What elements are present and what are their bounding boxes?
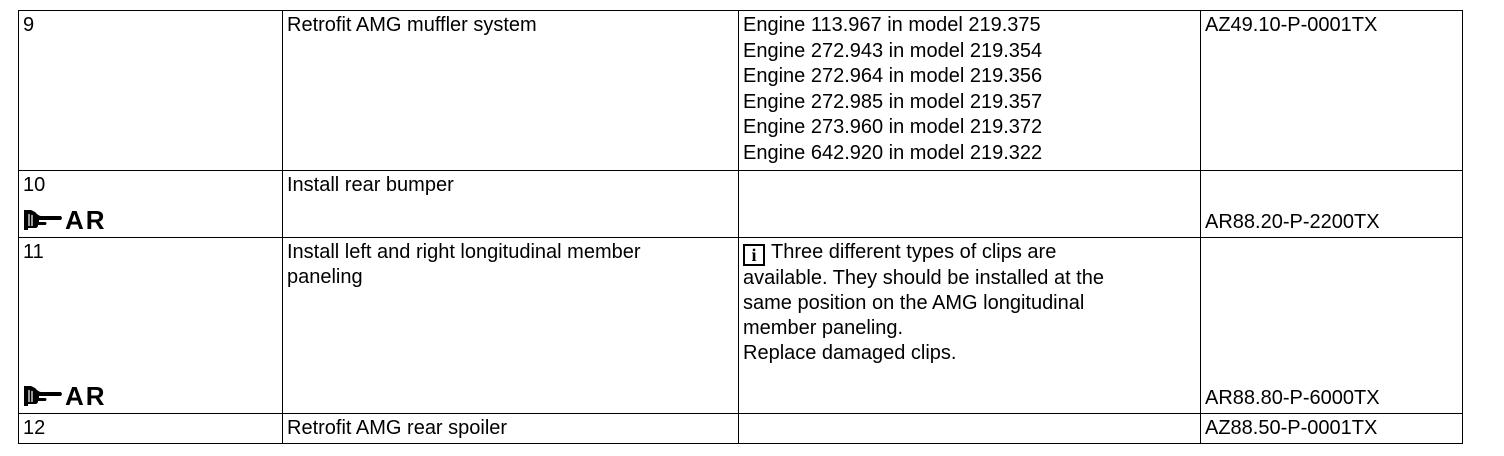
operation-text [283, 238, 739, 414]
operation-text: Retrofit AMG muffler system [283, 11, 739, 171]
note-line: member paneling. [743, 317, 904, 339]
note-line: same position on the AMG longitudinal [743, 292, 1085, 314]
reference-link[interactable]: AR88.80-P-6000TX [1205, 387, 1380, 409]
note-cell [739, 238, 1201, 414]
step-number: 10 [23, 174, 46, 196]
ar-badge [23, 207, 107, 233]
operation-text: Retrofit AMG rear spoiler [283, 414, 739, 444]
note-text: Three different types of clips are [771, 241, 1057, 263]
empty-cell [739, 171, 1201, 238]
ar-label: AR [65, 381, 107, 411]
step-number: 11 [23, 241, 44, 263]
note-line: available. They should be installed at the [743, 267, 1104, 289]
table-row [19, 171, 1463, 238]
reference-cell [1201, 238, 1463, 414]
engine-line: Engine 642.920 in model 219.322 [743, 141, 1043, 164]
empty-cell [739, 414, 1201, 444]
engine-line: Engine 273.960 in model 219.372 [743, 116, 1043, 138]
pointing-hand-icon [23, 384, 63, 408]
note-line [743, 240, 1196, 266]
info-icon: i [743, 244, 765, 266]
engine-line: Engine 272.985 in model 219.357 [743, 90, 1043, 113]
engine-line: Engine 272.943 in model 219.354 [743, 39, 1043, 62]
reference-link[interactable]: AZ88.50-P-0001TX [1201, 414, 1463, 444]
reference-link[interactable]: AZ49.10-P-0001TX [1201, 11, 1463, 171]
ar-label: AR [65, 205, 107, 235]
operation-text: Install rear bumper [283, 171, 739, 238]
operation-line: Install left and right longitudinal member [287, 241, 641, 263]
operation-line: paneling [287, 266, 363, 288]
note-line: Replace damaged clips. [743, 342, 957, 364]
pointing-hand-icon [23, 208, 63, 232]
table-row [19, 11, 1463, 171]
ar-badge [23, 383, 107, 409]
step-cell [19, 171, 283, 238]
reference-link[interactable]: AR88.20-P-2200TX [1205, 211, 1380, 233]
table-row [19, 238, 1463, 414]
reference-cell [1201, 171, 1463, 238]
step-number: 9 [19, 11, 283, 171]
engine-line: Engine 113.967 in model 219.375 [743, 14, 1041, 36]
table-row [19, 414, 1463, 444]
step-cell [19, 238, 283, 414]
engine-line: Engine 272.964 in model 219.356 [743, 65, 1043, 87]
procedure-table [18, 10, 1463, 444]
step-number: 12 [19, 414, 283, 444]
engine-list [739, 11, 1201, 171]
